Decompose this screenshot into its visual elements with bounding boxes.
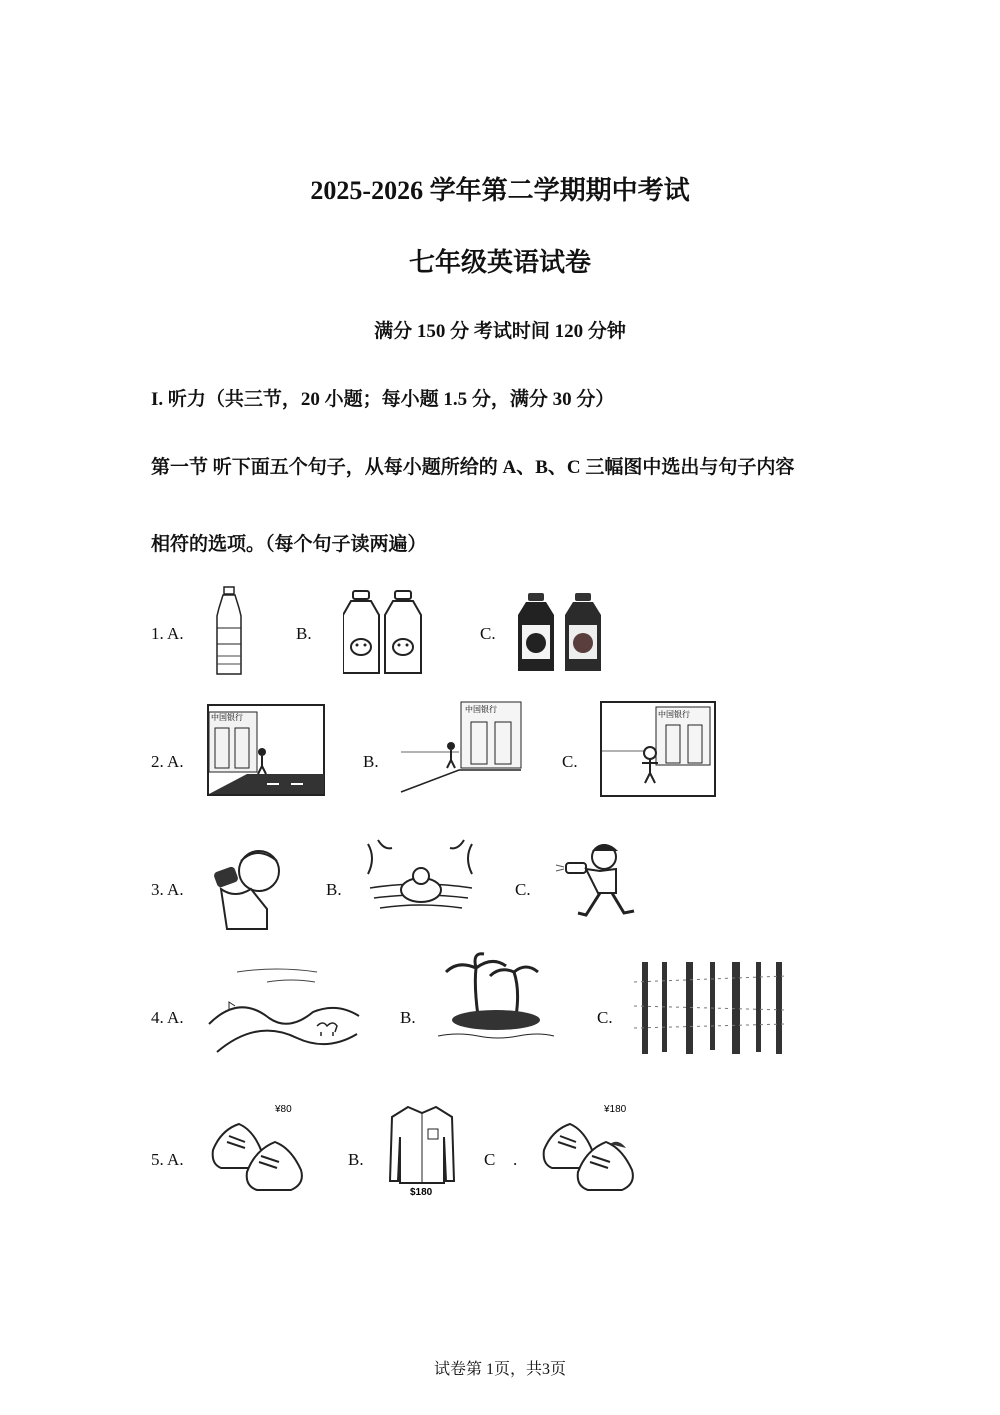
juice-bottles-picture xyxy=(517,591,607,675)
q5-label-c-dot: . xyxy=(513,1150,518,1169)
forest-picture xyxy=(634,962,786,1054)
exam-title: 2025-2026 学年第二学期期中考试 xyxy=(310,176,690,205)
shirt-180-picture xyxy=(388,1103,456,1197)
bank-sign: 中国银行 xyxy=(465,705,497,714)
milk-bottles-picture xyxy=(343,589,429,677)
part1-instruction-line2: 相符的选项。（每个句子读两遍） xyxy=(151,534,427,555)
q4-label-b: B. xyxy=(400,1008,416,1027)
q4-label-a: 4. A. xyxy=(151,1008,184,1027)
section-heading: I. 听力（共三节，20 小题；每小题 1.5 分，满分 30 分） xyxy=(151,389,615,410)
stand-by-bank-picture xyxy=(600,701,716,797)
shoes-80-picture xyxy=(209,1100,309,1198)
exam-meta: 满分 150 分 考试时间 120 分钟 xyxy=(374,321,626,342)
q2-label-b: B. xyxy=(363,752,379,771)
water-bottle-picture xyxy=(212,586,246,678)
boy-with-water-gun-picture xyxy=(554,839,644,925)
q1-label-a: 1. A. xyxy=(151,624,184,643)
q1-label-c: C. xyxy=(480,624,496,643)
q2-label-c: C. xyxy=(562,752,578,771)
q1-label-b: B. xyxy=(296,624,312,643)
q5-label-b: B. xyxy=(348,1150,364,1169)
q4-label-c: C. xyxy=(597,1008,613,1027)
bank-sign: 中国银行 xyxy=(211,713,243,722)
part1-instruction-line1: 第一节 听下面五个句子，从每小题所给的 A、B、C 三幅图中选出与句子内容 xyxy=(151,457,795,478)
boy-drinking-picture xyxy=(211,843,281,931)
price-tag-80: ¥80 xyxy=(275,1104,292,1115)
q3-label-b: B. xyxy=(326,880,342,899)
q3-label-a: 3. A. xyxy=(151,880,184,899)
exam-subtitle: 七年级英语试卷 xyxy=(408,248,591,277)
bank-sign: 中国银行 xyxy=(658,710,690,719)
page-footer: 试卷第 1页，共3页 xyxy=(433,1361,566,1378)
q2-label-a: 2. A. xyxy=(151,752,184,771)
q5-label-a: 5. A. xyxy=(151,1150,184,1169)
walk-from-bank-picture xyxy=(399,700,523,796)
price-tag-180-yuan: ¥180 xyxy=(604,1104,627,1115)
q3-label-c: C. xyxy=(515,880,531,899)
shoes-180-picture xyxy=(540,1100,640,1198)
price-tag-180-dollar: $180 xyxy=(410,1187,433,1197)
desert-picture xyxy=(207,962,361,1056)
boy-in-boat-picture xyxy=(364,838,478,920)
walk-to-bank-picture xyxy=(207,704,325,796)
island-picture xyxy=(434,950,558,1046)
q5-label-c: C xyxy=(484,1150,496,1169)
